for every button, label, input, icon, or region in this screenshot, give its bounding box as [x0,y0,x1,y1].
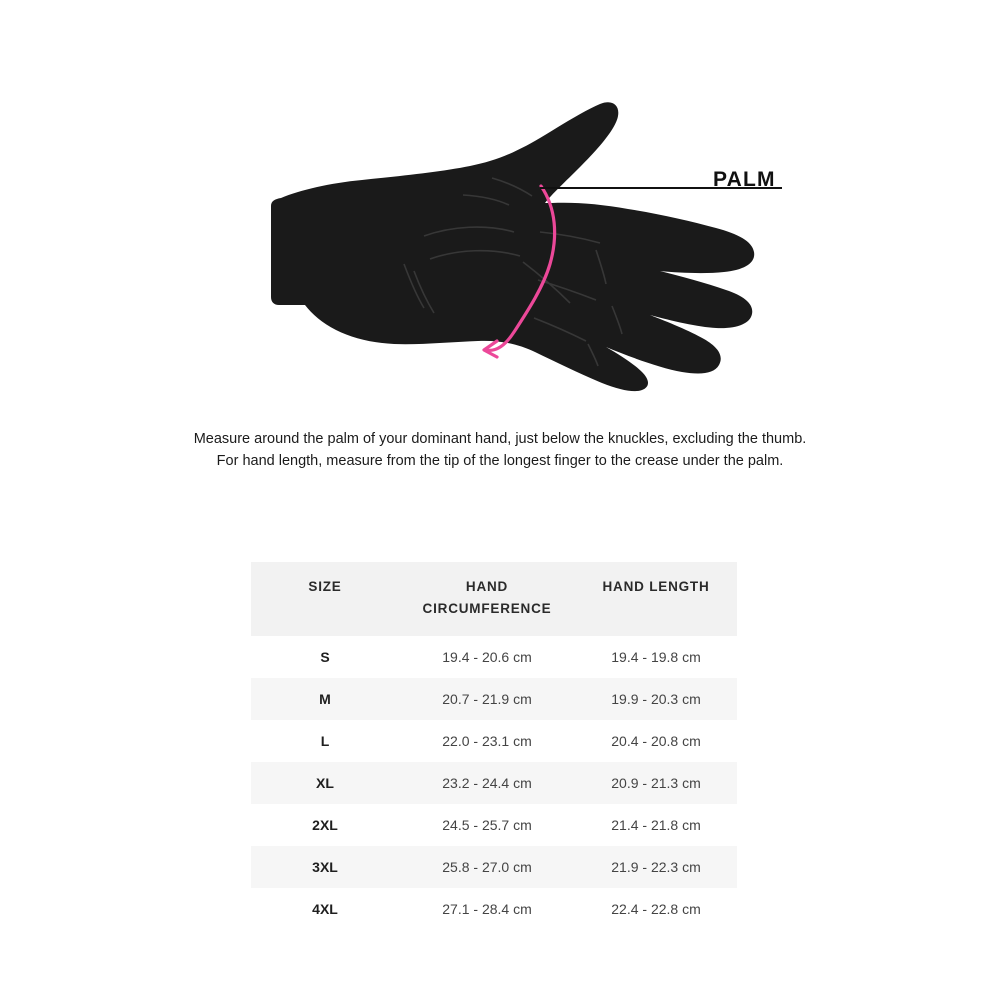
instruction-line-2: For hand length, measure from the tip of the longest finger to the crease under the palm. [216,453,784,469]
table-row [251,636,737,678]
cell-length: 19.4 - 19.8 cm [611,649,701,665]
table-row [251,804,737,846]
cell-size: XL [316,775,334,791]
header-row [251,562,737,636]
table-row [251,888,737,930]
cell-circumference: 19.4 - 20.6 cm [442,649,532,665]
cell-length: 20.4 - 20.8 cm [611,733,701,749]
cell-size: 2XL [312,817,338,833]
size-table-header [251,562,737,636]
size-table [251,562,737,930]
size-table-body [251,636,737,930]
cell-length: 20.9 - 21.3 cm [611,775,701,791]
cell-size: 4XL [312,901,338,917]
table-row [251,678,737,720]
cell-length: 19.9 - 20.3 cm [611,691,701,707]
measurement-instructions [0,428,1000,472]
cell-size: 3XL [312,859,338,875]
palm-label: PALM [713,168,776,191]
header-size: SIZE [308,579,342,594]
hand-silhouette-icon [271,102,754,391]
hand-illustration [0,0,1000,420]
cell-size: S [320,649,330,665]
cell-circumference: 23.2 - 24.4 cm [442,775,532,791]
cell-circumference: 22.0 - 23.1 cm [442,733,532,749]
cell-length: 21.9 - 22.3 cm [611,859,701,875]
header-hand-length: HAND LENGTH [602,579,710,594]
cell-circumference: 20.7 - 21.9 cm [442,691,532,707]
hand-diagram-svg [0,0,1000,420]
cell-length: 21.4 - 21.8 cm [611,817,701,833]
size-chart [251,562,737,930]
table-row [251,762,737,804]
header-hand-circumference [399,562,575,636]
table-row [251,846,737,888]
table-row [251,720,737,762]
header-hand-circumference-line1: HAND [465,579,509,594]
cell-circumference: 25.8 - 27.0 cm [442,859,532,875]
cell-size: L [320,733,330,749]
instruction-line-1: Measure around the palm of your dominant hand, just below the knuckles, excluding the thumb. [193,431,807,447]
cell-size: M [319,691,331,707]
hand-shape [271,102,754,391]
cell-circumference: 27.1 - 28.4 cm [442,901,532,917]
cell-length: 22.4 - 22.8 cm [611,901,701,917]
cell-circumference: 24.5 - 25.7 cm [442,817,532,833]
header-hand-circumference-line2: CIRCUMFERENCE [422,601,552,616]
